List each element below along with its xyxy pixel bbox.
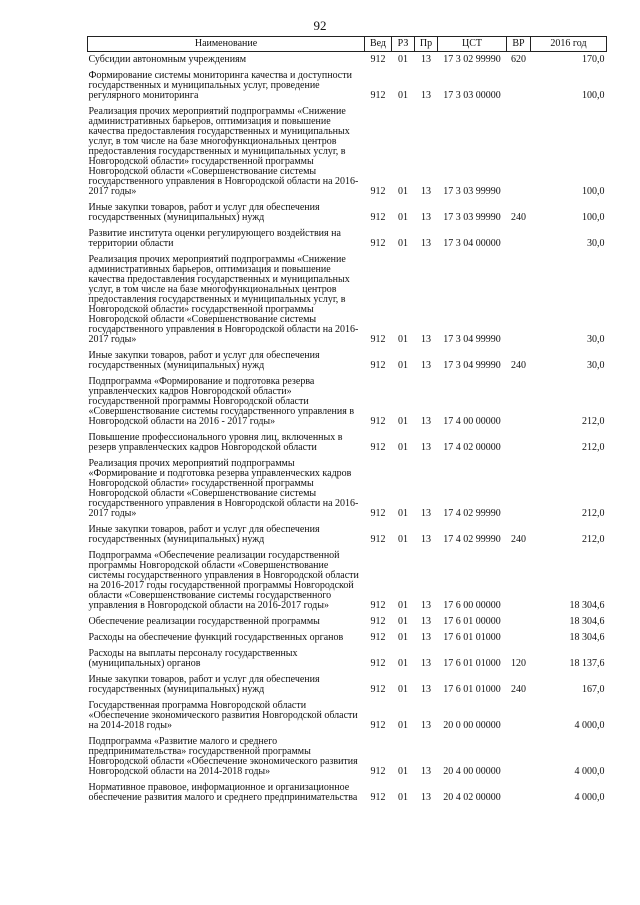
row-name: Иные закупки товаров, работ и услуг для обеспечения государственных (муниципальных) нужд bbox=[88, 524, 320, 545]
row-ved: 912 bbox=[370, 534, 386, 545]
row-cst: 17 4 00 00000 bbox=[443, 416, 501, 427]
row-ved: 912 bbox=[370, 360, 386, 371]
header-ved: Вед bbox=[365, 37, 392, 52]
row-pr: 13 bbox=[421, 792, 431, 803]
row-vr: 120 bbox=[511, 658, 526, 669]
row-name: Субсидии автономным учреждениям bbox=[88, 54, 247, 65]
row-pr: 13 bbox=[421, 416, 431, 427]
table-row bbox=[88, 698, 607, 734]
row-ved: 912 bbox=[370, 600, 386, 611]
row-pr: 13 bbox=[421, 186, 431, 197]
row-amount: 100,0 bbox=[582, 186, 605, 197]
row-ved: 912 bbox=[370, 54, 386, 65]
row-rz: 01 bbox=[398, 416, 408, 427]
row-ved: 912 bbox=[370, 238, 386, 249]
row-vr bbox=[507, 630, 531, 646]
row-amount: 4 000,0 bbox=[574, 792, 605, 803]
row-amount: 170,0 bbox=[582, 54, 605, 65]
row-rz: 01 bbox=[398, 766, 408, 777]
row-amount: 100,0 bbox=[582, 212, 605, 223]
row-cst: 20 0 00 00000 bbox=[443, 720, 501, 731]
row-name: Развитие института оценки регулирующего воздействия на территории области bbox=[88, 228, 341, 249]
row-name: Повышение профессионального уровня лиц, включенных в резерв управленческих кадров Новгородской области bbox=[88, 432, 343, 453]
row-vr: 620 bbox=[511, 54, 526, 65]
row-amount: 4 000,0 bbox=[574, 720, 605, 731]
row-pr: 13 bbox=[421, 534, 431, 545]
row-vr bbox=[507, 548, 531, 614]
row-name: Расходы на обеспечение функций государственных органов bbox=[88, 632, 344, 643]
row-ved: 912 bbox=[370, 416, 386, 427]
row-amount: 18 137,6 bbox=[569, 658, 605, 669]
row-cst: 17 3 04 99990 bbox=[443, 334, 501, 345]
row-pr: 13 bbox=[421, 632, 431, 643]
table-row bbox=[88, 630, 607, 646]
row-rz: 01 bbox=[398, 616, 408, 627]
row-vr bbox=[507, 430, 531, 456]
row-vr bbox=[507, 780, 531, 806]
row-name: Реализация прочих мероприятий подпрограммы «Снижение административных барьеров, оптимизация и повышение качества предоставления государственных и муниципальных услуг, в том числе на базе многофункциональных центров предоставления государственных и муниципальных услуг, в Новгородской области» государственной программы Новгородской области «Совершенствование системы государственного управления в Новгородской области на 2016-2017 годы» bbox=[88, 106, 359, 197]
row-cst: 17 3 03 00000 bbox=[443, 90, 501, 101]
row-name: Обеспечение реализации государственной программы bbox=[88, 616, 320, 627]
row-name: Подпрограмма «Формирование и подготовка резерва управленческих кадров Новгородской области» государственной программы Новгородской области «Совершенствование системы государственного управления в Новгородской области на 2016 - 2017 годы» bbox=[88, 376, 355, 427]
row-ved: 912 bbox=[370, 90, 386, 101]
row-ved: 912 bbox=[370, 792, 386, 803]
table-row bbox=[88, 348, 607, 374]
row-rz: 01 bbox=[398, 186, 408, 197]
row-amount: 30,0 bbox=[587, 360, 605, 371]
row-cst: 17 4 02 99990 bbox=[443, 534, 501, 545]
table-row bbox=[88, 430, 607, 456]
table-row bbox=[88, 780, 607, 806]
row-vr bbox=[507, 734, 531, 780]
row-ved: 912 bbox=[370, 766, 386, 777]
row-ved: 912 bbox=[370, 186, 386, 197]
table-row bbox=[88, 522, 607, 548]
row-name: Иные закупки товаров, работ и услуг для обеспечения государственных (муниципальных) нужд bbox=[88, 202, 320, 223]
row-vr bbox=[507, 698, 531, 734]
row-vr: 240 bbox=[511, 212, 526, 223]
table-row bbox=[88, 548, 607, 614]
table-row bbox=[88, 456, 607, 522]
row-amount: 4 000,0 bbox=[574, 766, 605, 777]
table-row bbox=[88, 252, 607, 348]
header-pr: Пр bbox=[415, 37, 438, 52]
row-name: Реализация прочих мероприятий подпрограммы «Снижение административных барьеров, оптимизация и повышение качества предоставления государственных и муниципальных услуг, в том числе на базе многофункциональных центров предоставления государственных и муниципальных услуг, в Новгородской области» государственной программы Новгородской области «Совершенствование системы государственного управления в Новгородской области на 2016-2017 годы» bbox=[88, 254, 359, 345]
row-amount: 30,0 bbox=[587, 334, 605, 345]
row-rz: 01 bbox=[398, 792, 408, 803]
row-cst: 17 3 03 99990 bbox=[443, 212, 501, 223]
row-cst: 17 3 04 00000 bbox=[443, 238, 501, 249]
row-vr bbox=[507, 68, 531, 104]
row-rz: 01 bbox=[398, 360, 408, 371]
table-row bbox=[88, 104, 607, 200]
row-rz: 01 bbox=[398, 334, 408, 345]
header-vr: ВР bbox=[507, 37, 531, 52]
row-rz: 01 bbox=[398, 720, 408, 731]
row-cst: 17 3 02 99990 bbox=[443, 54, 501, 65]
table-row bbox=[88, 226, 607, 252]
row-vr bbox=[507, 252, 531, 348]
row-pr: 13 bbox=[421, 238, 431, 249]
row-rz: 01 bbox=[398, 600, 408, 611]
table-row bbox=[88, 68, 607, 104]
row-amount: 212,0 bbox=[582, 508, 605, 519]
row-cst: 20 4 00 00000 bbox=[443, 766, 501, 777]
row-pr: 13 bbox=[421, 54, 431, 65]
row-pr: 13 bbox=[421, 90, 431, 101]
row-amount: 30,0 bbox=[587, 238, 605, 249]
row-cst: 17 4 02 00000 bbox=[443, 442, 501, 453]
row-pr: 13 bbox=[421, 600, 431, 611]
row-pr: 13 bbox=[421, 616, 431, 627]
row-ved: 912 bbox=[370, 442, 386, 453]
row-vr: 240 bbox=[511, 684, 526, 695]
row-ved: 912 bbox=[370, 212, 386, 223]
page-number: 92 bbox=[313, 18, 327, 33]
row-name: Иные закупки товаров, работ и услуг для обеспечения государственных (муниципальных) нужд bbox=[88, 350, 320, 371]
row-name: Иные закупки товаров, работ и услуг для обеспечения государственных (муниципальных) нужд bbox=[88, 674, 320, 695]
row-pr: 13 bbox=[421, 766, 431, 777]
row-name: Нормативное правовое, информационное и организационное обеспечение развития малого и среднего предпринимательства bbox=[88, 782, 358, 803]
row-amount: 18 304,6 bbox=[569, 632, 605, 643]
row-pr: 13 bbox=[421, 212, 431, 223]
table-row bbox=[88, 614, 607, 630]
row-rz: 01 bbox=[398, 54, 408, 65]
row-name: Формирование системы мониторинга качества и доступности государственных и муниципальных услуг, проведение регулярного мониторинга bbox=[88, 70, 352, 101]
row-rz: 01 bbox=[398, 442, 408, 453]
row-cst: 17 6 01 01000 bbox=[443, 632, 501, 643]
row-vr bbox=[507, 104, 531, 200]
table-row bbox=[88, 734, 607, 780]
row-ved: 912 bbox=[370, 720, 386, 731]
row-name: Государственная программа Новгородской области «Обеспечение экономического развития Новгородской области на 2014-2018 годы» bbox=[88, 700, 358, 731]
row-amount: 18 304,6 bbox=[569, 600, 605, 611]
row-vr bbox=[507, 226, 531, 252]
row-pr: 13 bbox=[421, 360, 431, 371]
row-vr bbox=[507, 614, 531, 630]
row-cst: 17 6 01 00000 bbox=[443, 616, 501, 627]
row-pr: 13 bbox=[421, 658, 431, 669]
row-vr: 240 bbox=[511, 534, 526, 545]
row-cst: 17 4 02 99990 bbox=[443, 508, 501, 519]
row-pr: 13 bbox=[421, 720, 431, 731]
header-name: Наименование bbox=[88, 37, 365, 52]
row-rz: 01 bbox=[398, 212, 408, 223]
row-amount: 212,0 bbox=[582, 416, 605, 427]
row-ved: 912 bbox=[370, 616, 386, 627]
table-row bbox=[88, 646, 607, 672]
row-cst: 20 4 02 00000 bbox=[443, 792, 501, 803]
row-rz: 01 bbox=[398, 238, 408, 249]
row-cst: 17 6 01 01000 bbox=[443, 658, 501, 669]
table-header-row bbox=[88, 37, 607, 52]
row-rz: 01 bbox=[398, 658, 408, 669]
row-vr bbox=[507, 456, 531, 522]
row-ved: 912 bbox=[370, 334, 386, 345]
header-year: 2016 год bbox=[531, 37, 607, 52]
table-row bbox=[88, 374, 607, 430]
row-pr: 13 bbox=[421, 334, 431, 345]
row-ved: 912 bbox=[370, 508, 386, 519]
row-cst: 17 3 03 99990 bbox=[443, 186, 501, 197]
row-pr: 13 bbox=[421, 684, 431, 695]
row-name: Подпрограмма «Обеспечение реализации государственной программы Новгородской области «Совершенствование системы государственного управления в Новгородской области на 2016-2017 годы государственной программы Новгородской области «Совершенствование системы государственного управления в Новгородской области на 2016-2017 годы» bbox=[88, 550, 359, 611]
row-amount: 167,0 bbox=[582, 684, 605, 695]
header-rz: РЗ bbox=[392, 37, 415, 52]
row-name: Реализация прочих мероприятий подпрограммы «Формирование и подготовка резерва управленческих кадров Новгородской области» государственной программы Новгородской области «Совершенствование системы государственного управления в Новгородской области на 2016-2017 годы» bbox=[88, 458, 359, 519]
row-amount: 212,0 bbox=[582, 442, 605, 453]
row-cst: 17 6 00 00000 bbox=[443, 600, 501, 611]
row-cst: 17 6 01 01000 bbox=[443, 684, 501, 695]
header-cst: ЦСТ bbox=[438, 37, 507, 52]
row-amount: 100,0 bbox=[582, 90, 605, 101]
row-name: Подпрограмма «Развитие малого и среднего предпринимательства» государственной программы Новгородской области «Обеспечение экономического развития Новгородской области на 2014-2018 годы» bbox=[88, 736, 358, 777]
row-rz: 01 bbox=[398, 632, 408, 643]
table-row bbox=[88, 672, 607, 698]
row-cst: 17 3 04 99990 bbox=[443, 360, 501, 371]
row-rz: 01 bbox=[398, 534, 408, 545]
row-pr: 13 bbox=[421, 508, 431, 519]
row-pr: 13 bbox=[421, 442, 431, 453]
table-row bbox=[88, 200, 607, 226]
row-rz: 01 bbox=[398, 90, 408, 101]
row-ved: 912 bbox=[370, 684, 386, 695]
table-row bbox=[88, 52, 607, 69]
row-amount: 212,0 bbox=[582, 534, 605, 545]
row-name: Расходы на выплаты персоналу государственных (муниципальных) органов bbox=[88, 648, 298, 669]
row-rz: 01 bbox=[398, 508, 408, 519]
row-ved: 912 bbox=[370, 658, 386, 669]
row-rz: 01 bbox=[398, 684, 408, 695]
row-amount: 18 304,6 bbox=[569, 616, 605, 627]
row-vr bbox=[507, 374, 531, 430]
budget-table bbox=[87, 36, 607, 806]
row-vr: 240 bbox=[511, 360, 526, 371]
row-ved: 912 bbox=[370, 632, 386, 643]
